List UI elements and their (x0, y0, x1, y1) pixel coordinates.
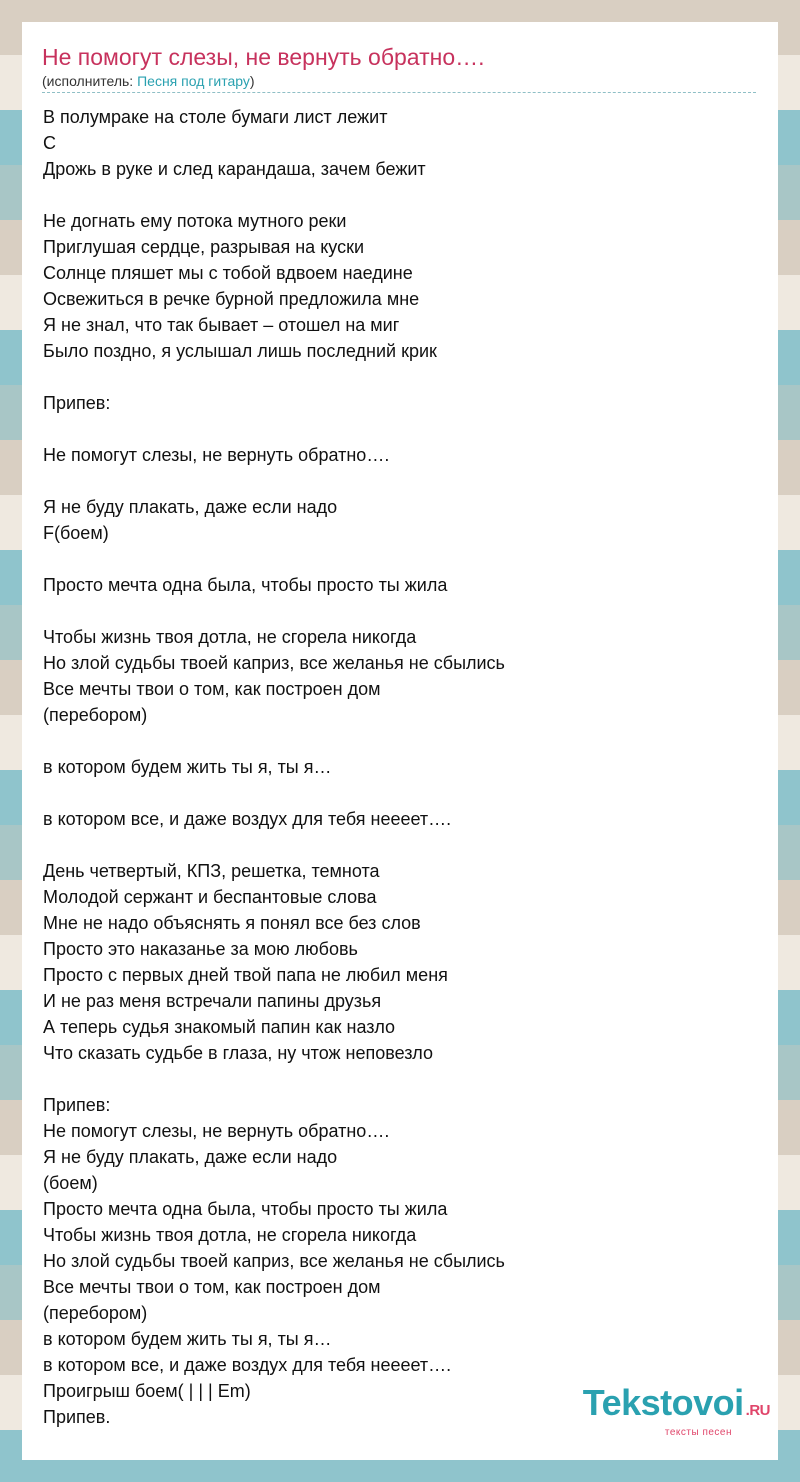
lyric-line: Приглушая сердце, разрывая на куски (43, 237, 365, 257)
lyric-line: Молодой сержант и беспантовые слова (43, 887, 377, 907)
song-title: Не помогут слезы, не вернуть обратно…. (42, 44, 485, 70)
logo-name: Tekstovoi (582, 1382, 744, 1423)
lyric-line: А теперь судья знакомый папин как назло (43, 1017, 396, 1037)
lyric-line: Припев: (43, 1095, 111, 1115)
lyric-line: Все мечты твои о том, как построен дом (43, 679, 381, 699)
lyric-line: Было поздно, я услышал лишь последний крик (43, 341, 437, 361)
logo-tagline: тексты песен (664, 1427, 732, 1438)
lyrics-text (43, 104, 758, 1430)
lyric-line (43, 416, 758, 442)
artist-line (42, 73, 255, 89)
lyric-line: Я не буду плакать, даже если надо (43, 497, 338, 517)
lyric-line: в котором будем жить ты я, ты я… (43, 1329, 332, 1349)
lyric-line: Просто мечта одна была, чтобы просто ты жила (43, 575, 448, 595)
lyric-line: Что сказать судьбе в глаза, ну чтож неповезло (43, 1043, 433, 1063)
lyric-line: Чтобы жизнь твоя дотла, не сгорела никогда (43, 1225, 417, 1245)
title-divider (42, 92, 756, 93)
lyric-line: Все мечты твои о том, как построен дом (43, 1277, 381, 1297)
lyric-line: Не помогут слезы, не вернуть обратно…. (43, 1121, 390, 1141)
artist-suffix: ) (249, 73, 255, 89)
lyric-line: F(боем) (43, 523, 109, 543)
lyric-line (43, 468, 758, 494)
logo-tld: .RU (745, 1402, 770, 1419)
lyric-line: Но злой судьбы твоей каприз, все желанья не сбылись (43, 1251, 505, 1271)
lyric-line: Не догнать ему потока мутного реки (43, 211, 347, 231)
artist-link[interactable]: Песня под гитару (137, 73, 250, 89)
site-logo[interactable] (582, 1382, 770, 1438)
lyric-line: Просто мечта одна была, чтобы просто ты жила (43, 1199, 448, 1219)
artist-prefix: (исполнитель: (42, 73, 138, 89)
lyric-line: Проигрыш боем( | | | Em) (43, 1381, 251, 1401)
lyric-line (43, 832, 758, 858)
lyric-line: Освежиться в речке бурной предложила мне (43, 289, 420, 309)
lyric-line: И не раз меня встречали папины друзья (43, 991, 382, 1011)
lyric-line (43, 1066, 758, 1092)
lyric-line: в котором все, и даже воздух для тебя неееет…. (43, 1355, 452, 1375)
lyric-line (43, 546, 758, 572)
lyric-line: Мне не надо объяснять я понял все без слов (43, 913, 421, 933)
lyric-line: В полумраке на столе бумаги лист лежит (43, 107, 388, 127)
lyric-line: в котором все, и даже воздух для тебя неееет…. (43, 809, 452, 829)
lyric-line: Просто с первых дней твой папа не любил меня (43, 965, 448, 985)
lyric-line: Припев: (43, 393, 111, 413)
lyric-line: Я не знал, что так бывает – отошел на миг (43, 315, 400, 335)
lyric-line: Но злой судьбы твоей каприз, все желанья не сбылись (43, 653, 505, 673)
lyric-line (43, 364, 758, 390)
lyric-line: Я не буду плакать, даже если надо (43, 1147, 338, 1167)
lyric-line: Дрожь в руке и след карандаша, зачем бежит (43, 159, 426, 179)
lyric-line (43, 728, 758, 754)
lyric-line: Не помогут слезы, не вернуть обратно…. (43, 445, 390, 465)
lyric-line: Припев. (43, 1407, 111, 1427)
lyric-line: День четвертый, КПЗ, решетка, темнота (43, 861, 380, 881)
lyric-line: Солнце пляшет мы с тобой вдвоем наедине (43, 263, 413, 283)
lyric-line: в котором будем жить ты я, ты я… (43, 757, 332, 777)
lyric-line (43, 598, 758, 624)
lyric-line: (перебором) (43, 705, 148, 725)
lyric-line: (боем) (43, 1173, 98, 1193)
lyrics-card (22, 22, 778, 1460)
lyric-line: Чтобы жизнь твоя дотла, не сгорела никогда (43, 627, 417, 647)
lyric-line: C (43, 133, 56, 153)
lyric-line: Просто это наказанье за мою любовь (43, 939, 358, 959)
lyric-line: (перебором) (43, 1303, 148, 1323)
lyric-line (43, 182, 758, 208)
lyric-line (43, 780, 758, 806)
